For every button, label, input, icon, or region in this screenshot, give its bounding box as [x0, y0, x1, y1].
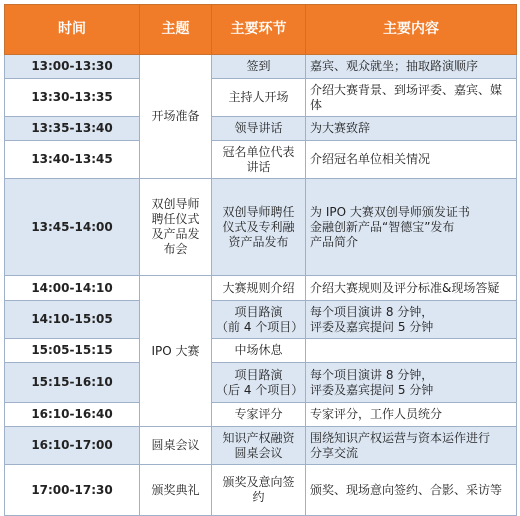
- section-cell: 项目路演 （后 4 个项目）: [212, 363, 306, 403]
- content-cell: 围绕知识产权运营与资本运作进行 分享交流: [306, 427, 517, 465]
- content-cell: 为 IPO 大赛双创导师颁发证书 金融创新产品“智德宝”发布 产品简介: [306, 179, 517, 276]
- section-cell: 冠名单位代表 讲话: [212, 141, 306, 179]
- header-time: 时间: [5, 5, 140, 55]
- time-cell: 13:45-14:00: [5, 179, 140, 276]
- table-row: [5, 179, 517, 276]
- content-cell: 专家评分，工作人员统分: [306, 403, 517, 427]
- time-cell: 16:10-16:40: [5, 403, 140, 427]
- theme-cell-mentor: 双创导师 聘任仪式 及产品发 布会: [140, 179, 212, 276]
- table-row: [5, 141, 517, 179]
- table-row: [5, 117, 517, 141]
- table-row: [5, 276, 517, 301]
- content-cell: 嘉宾、观众就坐；抽取路演顺序: [306, 55, 517, 79]
- table-row: [5, 79, 517, 117]
- time-cell: 13:40-13:45: [5, 141, 140, 179]
- section-cell: 颁奖及意向签 约: [212, 465, 306, 516]
- theme-cell-ipo: IPO 大赛: [140, 276, 212, 427]
- time-cell: 15:05-15:15: [5, 339, 140, 363]
- table-row: [5, 55, 517, 79]
- header-row: [5, 5, 517, 55]
- content-cell: [306, 339, 517, 363]
- table-row: [5, 465, 517, 516]
- header-theme: 主题: [140, 5, 212, 55]
- time-cell: 14:00-14:10: [5, 276, 140, 301]
- header-section: 主要环节: [212, 5, 306, 55]
- content-cell: 每个项目演讲 8 分钟， 评委及嘉宾提问 5 分钟: [306, 301, 517, 339]
- theme-cell-awards: 颁奖典礼: [140, 465, 212, 516]
- table-row: [5, 301, 517, 339]
- time-cell: 14:10-15:05: [5, 301, 140, 339]
- theme-cell-roundtable: 圆桌会议: [140, 427, 212, 465]
- section-cell: 中场休息: [212, 339, 306, 363]
- header-content: 主要内容: [306, 5, 517, 55]
- section-cell: 知识产权融资 圆桌会议: [212, 427, 306, 465]
- time-cell: 13:35-13:40: [5, 117, 140, 141]
- content-cell: 为大赛致辞: [306, 117, 517, 141]
- section-cell: 大赛规则介绍: [212, 276, 306, 301]
- content-cell: 介绍大赛规则及评分标准&现场答疑: [306, 276, 517, 301]
- time-cell: 16:10-17:00: [5, 427, 140, 465]
- table-row: [5, 339, 517, 363]
- content-cell: 介绍大赛背景、到场评委、嘉宾、媒体: [306, 79, 517, 117]
- section-cell: 双创导师聘任 仪式及专利融 资产品发布: [212, 179, 306, 276]
- table-row: [5, 363, 517, 403]
- section-cell: 专家评分: [212, 403, 306, 427]
- section-cell: 项目路演 （前 4 个项目）: [212, 301, 306, 339]
- time-cell: 15:15-16:10: [5, 363, 140, 403]
- content-cell: 每个项目演讲 8 分钟， 评委及嘉宾提问 5 分钟: [306, 363, 517, 403]
- table-row: [5, 427, 517, 465]
- time-cell: 13:00-13:30: [5, 55, 140, 79]
- schedule-table: [4, 4, 517, 516]
- section-cell: 签到: [212, 55, 306, 79]
- table-row: [5, 403, 517, 427]
- section-cell: 领导讲话: [212, 117, 306, 141]
- time-cell: 17:00-17:30: [5, 465, 140, 516]
- theme-cell-opening: 开场准备: [140, 55, 212, 179]
- section-cell: 主持人开场: [212, 79, 306, 117]
- content-cell: 介绍冠名单位相关情况: [306, 141, 517, 179]
- content-cell: 颁奖、现场意向签约、合影、采访等: [306, 465, 517, 516]
- time-cell: 13:30-13:35: [5, 79, 140, 117]
